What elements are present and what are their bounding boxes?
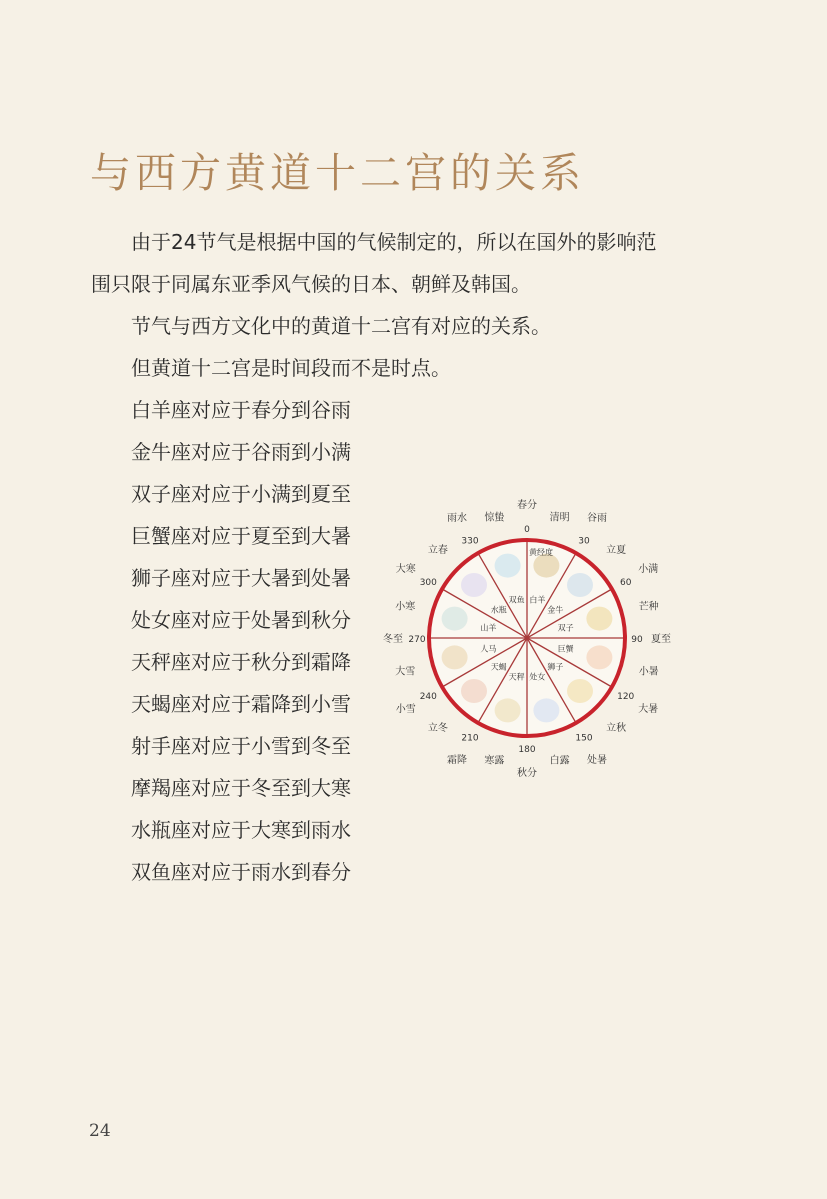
intermediate-term-label: 立秋: [606, 723, 627, 735]
intermediate-term-label: 立冬: [427, 723, 448, 735]
page-title: 与西方黄道十二宫的关系: [90, 149, 585, 197]
sign-illustration-3: [586, 645, 612, 669]
paragraph-1-cont: 围只限于同属东亚季风气候的日本、朝鲜及韩国。: [91, 272, 531, 296]
zodiac-line-taurus: 金牛座对应于谷雨到小满: [131, 440, 351, 464]
degree-label: 120: [617, 692, 635, 702]
sign-label: 水瓶: [490, 605, 507, 615]
principal-term-label: 雨水: [447, 512, 467, 524]
zodiac-line-aries: 白羊座对应于春分到谷雨: [131, 398, 351, 422]
intermediate-term-label: 小寒: [395, 601, 416, 613]
degree-label: 90: [631, 635, 643, 645]
principal-term-label: 大寒: [395, 564, 416, 575]
zodiac-line-capricorn: 摩羯座对应于冬至到大寒: [131, 776, 351, 800]
principal-term-label: 春分: [517, 500, 537, 511]
sign-illustration-7: [461, 679, 487, 703]
page-number: 24: [89, 1121, 111, 1141]
sign-illustration-10: [461, 573, 487, 597]
sign-label: 天秤: [508, 672, 525, 682]
zodiac-line-sagittarius: 射手座对应于小雪到冬至: [131, 734, 351, 758]
sign-illustration-6: [495, 698, 521, 722]
sign-illustration-11: [495, 554, 521, 578]
intermediate-term-label: 立春: [427, 544, 448, 556]
intermediate-term-label: 小暑: [638, 666, 659, 678]
sign-illustration-4: [567, 679, 593, 703]
principal-term-label: 秋分: [517, 768, 537, 779]
sign-illustration-9: [442, 607, 468, 631]
sign-label: 巨蟹: [557, 644, 574, 654]
sign-label: 山羊: [480, 623, 497, 633]
zodiac-line-pisces: 双鱼座对应于雨水到春分: [131, 860, 351, 884]
degree-label: 30: [578, 536, 590, 547]
intermediate-term-label: 惊蛰: [484, 512, 505, 524]
degree-label: 210: [461, 733, 479, 744]
sign-illustration-5: [533, 698, 559, 722]
degree-label: 180: [518, 745, 536, 755]
sign-label: 处女: [529, 672, 546, 682]
zodiac-line-gemini: 双子座对应于小满到夏至: [131, 482, 351, 506]
sign-label: 白羊: [529, 595, 546, 605]
zodiac-line-cancer: 巨蟹座对应于夏至到大暑: [131, 524, 351, 548]
sign-label: 狮子: [547, 662, 564, 672]
sign-illustration-1: [567, 573, 593, 597]
sign-illustration-8: [442, 645, 468, 669]
sign-illustration-0: [533, 554, 559, 578]
intermediate-term-label: 寒露: [484, 755, 505, 767]
sign-label: 双鱼: [508, 595, 525, 605]
principal-term-label: 小满: [638, 564, 659, 575]
degree-label: 300: [419, 578, 437, 588]
paragraph-3: 但黄道十二宫是时间段而不是时点。: [131, 356, 451, 380]
principal-term-label: 大暑: [638, 704, 659, 715]
sign-label: 金牛: [547, 605, 564, 615]
sign-illustration-2: [586, 607, 612, 631]
degree-label: 330: [461, 536, 479, 547]
paragraph-1: 由于24节气是根据中国的气候制定的，所以在国外的影响范: [131, 230, 657, 254]
intermediate-term-label: 立夏: [606, 544, 627, 556]
paragraph-2: 节气与西方文化中的黄道十二宫有对应的关系。: [131, 314, 551, 338]
degree-label: 60: [619, 578, 632, 588]
intermediate-term-label: 芒种: [638, 601, 659, 613]
zodiac-line-virgo: 处女座对应于处暑到秋分: [131, 608, 351, 632]
intermediate-term-label: 清明: [549, 512, 570, 524]
sign-label: 天蝎: [490, 662, 507, 672]
sign-label: 双子: [557, 623, 574, 633]
zodiac-wheel-diagram: [362, 490, 692, 790]
intermediate-term-label: 白露: [549, 755, 570, 767]
zodiac-line-libra: 天秤座对应于秋分到霜降: [131, 650, 351, 674]
degree-label: 0: [524, 525, 530, 535]
zodiac-line-scorpio: 天蝎座对应于霜降到小雪: [131, 692, 351, 716]
intermediate-term-label: 大雪: [395, 666, 416, 678]
degree-label: 150: [575, 733, 593, 744]
principal-term-label: 处暑: [587, 755, 607, 767]
principal-term-label: 夏至: [651, 634, 671, 645]
principal-term-label: 冬至: [383, 634, 403, 645]
zodiac-line-aquarius: 水瓶座对应于大寒到雨水: [131, 818, 351, 842]
degree-label: 270: [408, 635, 426, 645]
principal-term-label: 霜降: [447, 755, 467, 767]
degree-label: 240: [419, 692, 437, 702]
center-label: 黄经度: [529, 548, 553, 557]
principal-term-label: 小雪: [395, 704, 416, 715]
sign-label: 人马: [480, 644, 497, 654]
zodiac-line-leo: 狮子座对应于大暑到处暑: [131, 566, 351, 590]
principal-term-label: 谷雨: [587, 512, 607, 524]
